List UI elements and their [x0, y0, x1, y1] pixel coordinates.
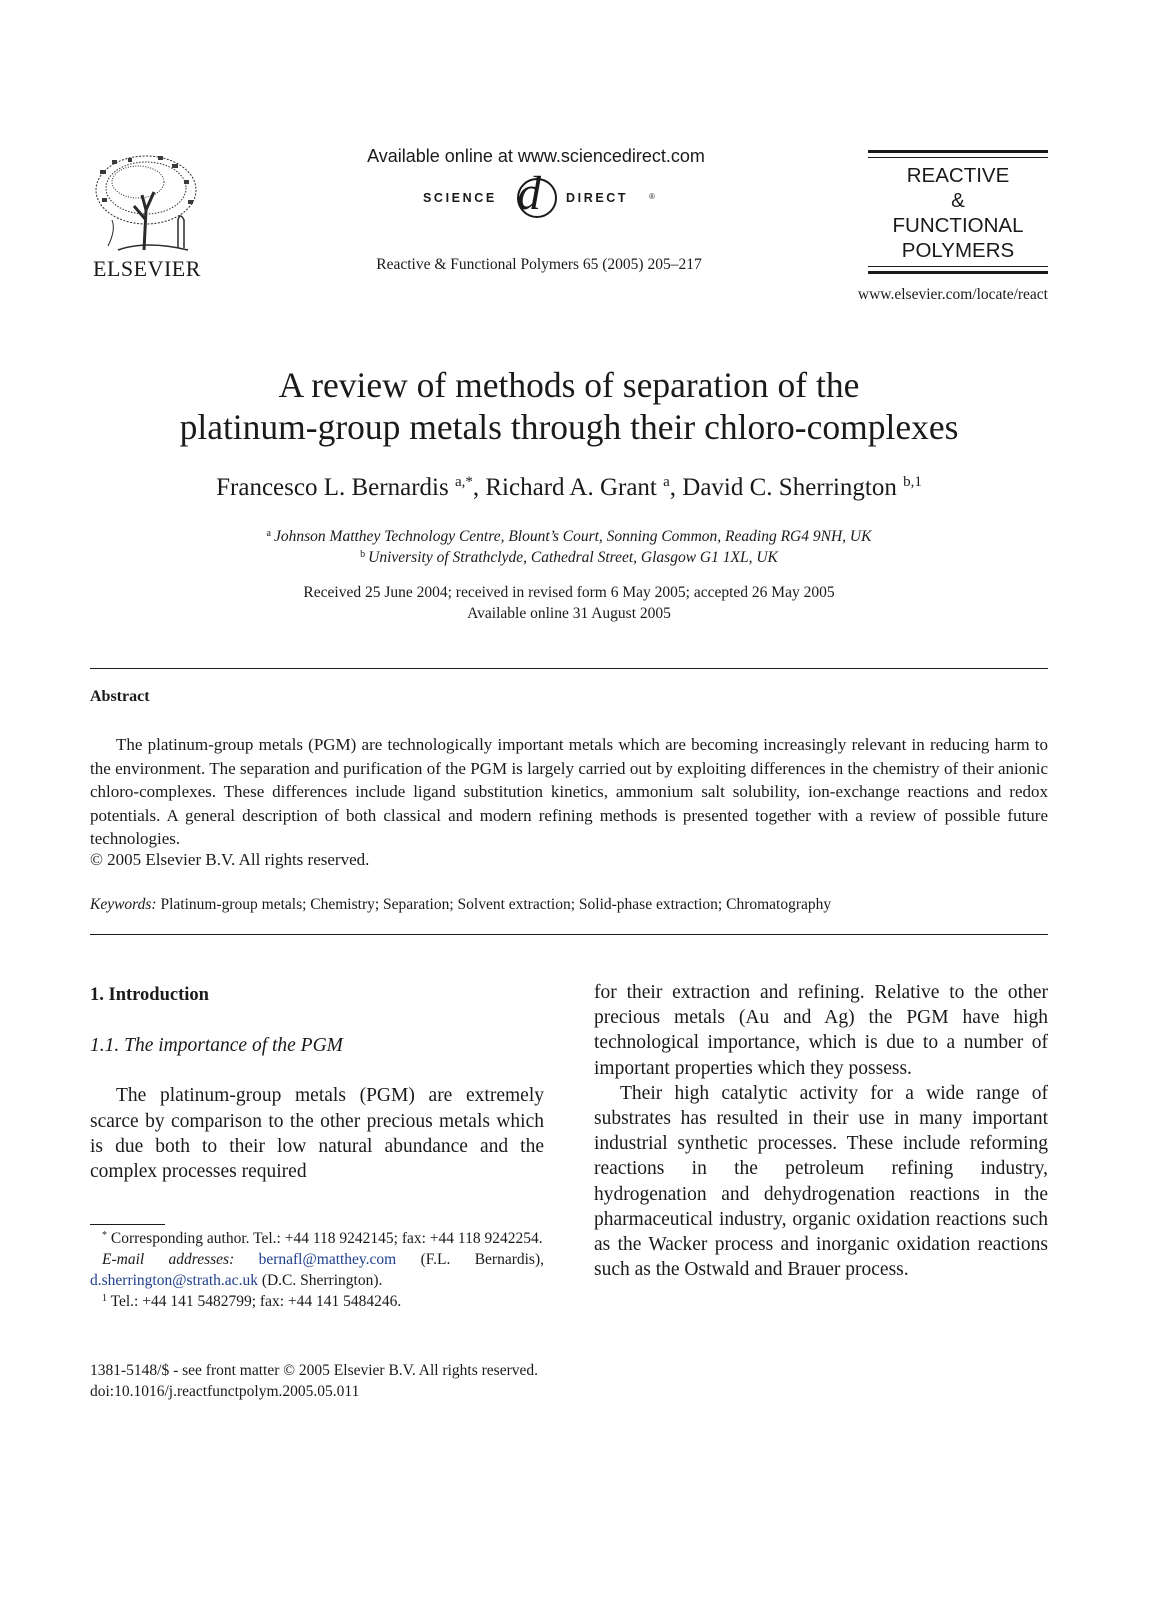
article-dates	[90, 582, 1048, 624]
footnote-corresponding	[90, 1228, 544, 1249]
subsection-heading: 1.1. The importance of the PGM	[90, 1035, 343, 1057]
sd-logo-d-icon: d	[517, 167, 541, 220]
abstract-copyright: © 2005 Elsevier B.V. All rights reserved.	[90, 850, 370, 869]
author-name[interactable]: Richard A. Grant	[485, 474, 657, 501]
left-column	[90, 980, 544, 1184]
email-link[interactable]: d.sherrington@strath.ac.uk	[90, 1272, 258, 1289]
keywords-list: Platinum-group metals; Chemistry; Separation; Solvent extraction; Solid-phase extraction; Chromatography	[160, 896, 832, 913]
author-name[interactable]: David C. Sherrington	[682, 474, 897, 501]
journal-reference: Reactive & Functional Polymers 65 (2005) 205–217	[376, 256, 702, 273]
affiliation-text: Johnson Matthey Technology Centre, Blount’s Court, Sonning Common, Reading RG4 9NH, UK	[274, 528, 872, 545]
abstract-heading: Abstract	[90, 688, 150, 705]
footnote-text: Corresponding author. Tel.: +44 118 9242145; fax: +44 118 9242254.	[110, 1230, 543, 1247]
right-column	[594, 980, 1048, 1282]
front-matter	[90, 1360, 538, 1402]
footnotes	[90, 1228, 544, 1312]
author-list: Francesco L. Bernardis $^{a,*}$, Richard A. Grant $^a$, David C. Sherrington $^{b,1}$	[216, 474, 922, 501]
received-dates: Received 25 June 2004; received in revised form 6 May 2005; accepted 26 May 2005	[303, 584, 835, 601]
footnote-emails	[90, 1249, 544, 1291]
email-owner: (D.C. Sherrington).	[261, 1272, 383, 1289]
box-rule	[868, 150, 1048, 153]
doi-line[interactable]: doi:10.1016/j.reactfunctpolym.2005.05.011	[90, 1383, 360, 1400]
affiliations	[90, 526, 1048, 568]
available-online-text: Available online at www.sciencedirect.com	[367, 146, 705, 166]
elsevier-wordmark: ELSEVIER	[93, 256, 201, 281]
body-paragraph: for their extraction and refining. Relative to the other precious metals (Au and Ag) the PGM have high technological importance, which is due to a number of important properties which they possess.	[594, 982, 1048, 1079]
affiliation-mark: b	[360, 549, 366, 560]
affiliation-line	[90, 547, 1048, 568]
box-rule	[868, 157, 1048, 158]
elsevier-tree-icon	[88, 150, 206, 254]
keywords-label: Keywords:	[90, 896, 157, 913]
journal-title-line: FUNCTIONAL	[892, 214, 1024, 237]
journal-title-line: REACTIVE	[906, 164, 1010, 187]
elsevier-logo	[88, 150, 206, 282]
author-affiliation-mark: b,1	[903, 474, 922, 490]
affiliation-text: University of Strathclyde, Cathedral Street, Glasgow G1 1XL, UK	[368, 549, 778, 566]
footnote-mark: *	[102, 1230, 107, 1241]
author-affiliation-mark: a,*	[454, 474, 473, 490]
affiliation-mark: a	[266, 528, 271, 539]
footnote-mark: 1	[102, 1293, 107, 1304]
sd-logo-science: SCIENCE	[423, 191, 497, 205]
title-line: A review of methods of separation of the	[278, 365, 860, 405]
author-name[interactable]: Francesco L. Bernardis	[216, 474, 449, 501]
sd-logo-direct: DIRECT	[566, 191, 629, 205]
journal-title-box	[868, 150, 1048, 276]
keywords	[90, 896, 1048, 914]
abstract-text: The platinum-group metals (PGM) are technologically important metals which are becoming increasingly relevant in reducing harm to the environment. The separation and purification of the PGM is largely carried out by exploiting differences in the chemistry of their anionic chloro-complexes. These differences include ligand substitution kinetics, ammonium salt solubility, ion-exchange reactions and redox potentials. A general description of both classical and modern refining methods is presented together with a review of possible future technologies.	[90, 735, 1048, 848]
box-rule	[868, 266, 1048, 267]
sd-logo-circle-icon	[514, 176, 560, 220]
sciencedirect-logo	[420, 167, 660, 220]
title-line: platinum-group metals through their chloro-complexes	[179, 407, 959, 447]
section-heading: 1. Introduction	[90, 985, 209, 1005]
article-title	[90, 364, 1048, 448]
divider	[90, 934, 1048, 935]
footnote-1	[90, 1291, 544, 1312]
journal-title-lines	[868, 163, 1048, 263]
divider	[90, 668, 1048, 669]
body-paragraph: Their high catalytic activity for a wide range of substrates has resulted in their use in many important industrial synthetic processes. These include reforming reactions in the petroleum refining industry, hydrogenation and dehydrogenation reactions in the pharmaceutical industry, organic oxidation reactions such as the Wacker process and inorganic oxidation reactions such as the Ostwald and Brauer process.	[594, 1082, 1048, 1281]
email-owner: (F.L. Bernardis),	[420, 1251, 544, 1268]
journal-url[interactable]: www.elsevier.com/locate/react	[857, 286, 1048, 303]
sd-logo-registered: ®	[649, 192, 655, 201]
issn-line: 1381-5148/$ - see front matter © 2005 Elsevier B.V. All rights reserved.	[90, 1362, 538, 1379]
body-paragraph: The platinum-group metals (PGM) are extremely scarce by comparison to the other precious metals which is due both to their low natural abundance and the complex processes required	[90, 1085, 544, 1183]
box-rule	[868, 271, 1048, 274]
email-label: E-mail addresses:	[102, 1251, 235, 1268]
footnote-text: Tel.: +44 141 5482799; fax: +44 141 5484246.	[110, 1293, 402, 1310]
footnote-rule	[90, 1224, 165, 1225]
email-link[interactable]: bernafl@matthey.com	[258, 1251, 397, 1268]
author-affiliation-mark: a	[663, 474, 670, 490]
journal-title-line: POLYMERS	[901, 239, 1015, 262]
journal-title-line: &	[951, 189, 965, 212]
available-online-date: Available online 31 August 2005	[467, 605, 671, 622]
affiliation-line	[90, 526, 1048, 547]
